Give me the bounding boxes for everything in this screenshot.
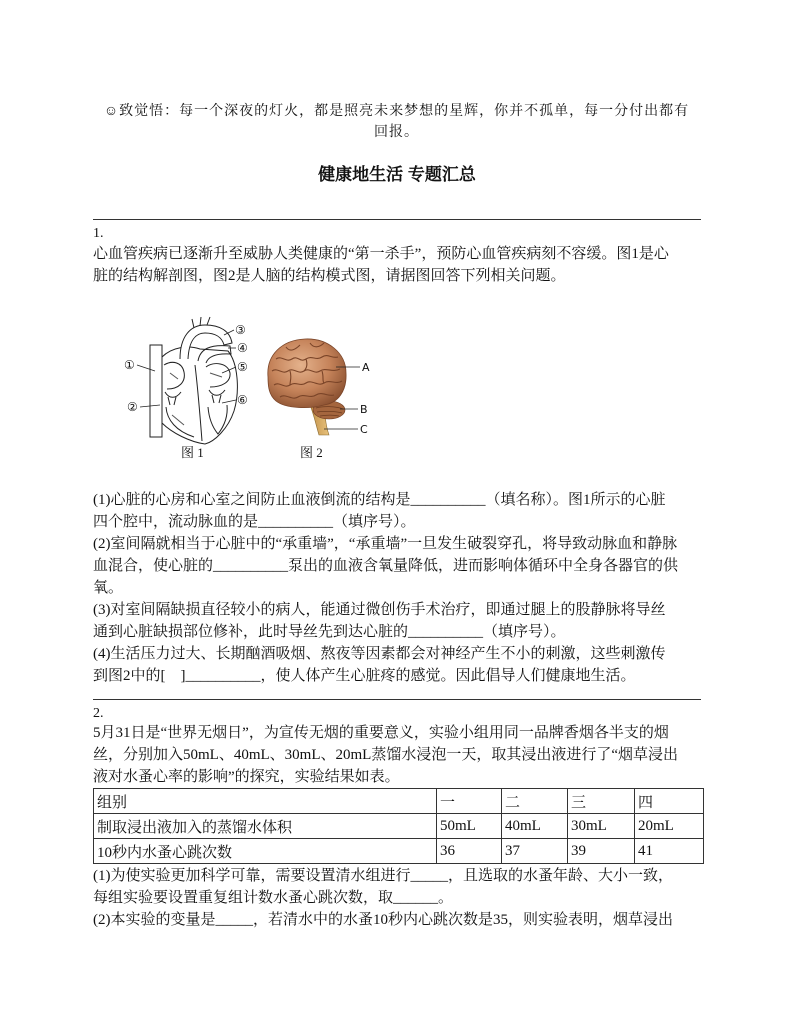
vena-cava bbox=[150, 345, 162, 437]
subquestion-line: 氧。 bbox=[93, 580, 124, 596]
table-cell: 37 bbox=[502, 839, 568, 864]
intro-line: 液对水蚤心率的影响”的探究，实验结果如表。 bbox=[93, 769, 400, 785]
subquestion-line: (1)心脏的心房和心室之间防止血液倒流的结构是__________（填名称）。图1所示的心脏 bbox=[93, 492, 666, 508]
brain-label-a: A bbox=[362, 361, 370, 374]
results-table bbox=[93, 788, 704, 864]
subquestion-line: (2)室间隔就相当于心脏中的“承重墙”，“承重墙”一旦发生破裂穿孔，将导致动脉血和静脉 bbox=[93, 536, 678, 552]
intro-line: 丝，分别加入50mL、40mL、30mL、20mL蒸馏水浸泡一天，取其浸出液进行了“烟草浸出 bbox=[93, 747, 678, 763]
table-cell: 组别 bbox=[94, 789, 437, 814]
figure-caption-1: 图 1 bbox=[181, 445, 204, 460]
heart-diagram bbox=[150, 317, 237, 444]
question1-subquestions bbox=[93, 489, 678, 687]
question2-intro bbox=[93, 722, 678, 788]
subquestion-line: (1)为使实验更加科学可靠，需要设置清水组进行_____，且选取的水蚤年龄、大小一致， bbox=[93, 868, 673, 884]
subquestion-line: 到图2中的[ ]__________，使人体产生心脏疼的感觉。因此倡导人们健康地生活。 bbox=[93, 668, 636, 684]
subquestion-line: (4)生活压力过大、长期酗酒吸烟、熬夜等因素都会对神经产生不小的刺激，这些刺激传 bbox=[93, 646, 666, 662]
subquestion-line: 通到心脏缺损部位修补，此时导丝先到达心脏的__________（填序号）。 bbox=[93, 624, 566, 640]
intro-line: 脏的结构解剖图，图2是人脑的结构模式图，请据图回答下列相关问题。 bbox=[93, 268, 566, 284]
subquestion-line: 四个腔中，流动脉血的是__________（填序号）。 bbox=[93, 514, 416, 530]
question1-intro bbox=[93, 243, 669, 287]
brain-diagram bbox=[268, 339, 346, 435]
intro-line: 5月31日是“世界无烟日”，为宣传无烟的重要意义，实验小组用同一品牌香烟各半支的烟 bbox=[93, 725, 669, 741]
heart-label-3: ③ bbox=[235, 323, 246, 337]
figure-caption-2: 图 2 bbox=[300, 445, 323, 460]
question-number: 2. bbox=[93, 706, 104, 721]
figure-diagrams bbox=[110, 315, 380, 465]
table-cell: 一 bbox=[437, 789, 502, 814]
brain-label-b: B bbox=[360, 403, 368, 416]
divider bbox=[93, 219, 701, 220]
table-cell: 50mL bbox=[437, 814, 502, 839]
intro-line: 心血管疾病已逐渐升至威胁人类健康的“第一杀手”，预防心血管疾病刻不容缓。图1是心 bbox=[93, 246, 669, 262]
table-cell: 41 bbox=[635, 839, 704, 864]
question-number: 1. bbox=[93, 226, 104, 241]
table-cell: 10秒内水蚤心跳次数 bbox=[94, 839, 437, 864]
motto-line: ☺致觉悟：每一个深夜的灯火，都是照亮未来梦想的星辉，你并不孤单，每一分付出都有 bbox=[103, 104, 690, 119]
heart-outline bbox=[162, 347, 237, 444]
motto-line: 回报。 bbox=[374, 125, 419, 140]
question2-subquestions bbox=[93, 865, 673, 931]
table-cell: 二 bbox=[502, 789, 568, 814]
heart-label-4: ④ bbox=[237, 341, 248, 355]
heart-label-2: ② bbox=[127, 400, 138, 414]
table-cell: 20mL bbox=[635, 814, 704, 839]
heart-label-5: ⑤ bbox=[237, 360, 248, 374]
table-header-row bbox=[94, 789, 704, 814]
table-cell: 40mL bbox=[502, 814, 568, 839]
table-row bbox=[94, 839, 704, 864]
table-cell: 39 bbox=[568, 839, 635, 864]
table-cell: 制取浸出液加入的蒸馏水体积 bbox=[94, 814, 437, 839]
brain-label-c: C bbox=[360, 423, 368, 436]
heart-label-6: ⑥ bbox=[237, 393, 248, 407]
subquestion-line: 血混合，使心脏的__________泵出的血液含氧量降低，进而影响体循环中全身各器官的供 bbox=[93, 558, 679, 574]
subquestion-line: (3)对室间隔缺损直径较小的病人，能通过微创伤手术治疗，即通过腿上的股静脉将导丝 bbox=[93, 602, 666, 618]
heart-label-1: ① bbox=[124, 358, 135, 372]
table-row bbox=[94, 814, 704, 839]
subquestion-line: (2)本实验的变量是_____，若清水中的水蚤10秒内心跳次数是35，则实验表明，烟草浸出 bbox=[93, 912, 673, 928]
table-cell: 三 bbox=[568, 789, 635, 814]
table-cell: 30mL bbox=[568, 814, 635, 839]
divider bbox=[93, 699, 701, 700]
table-cell: 36 bbox=[437, 839, 502, 864]
subquestion-line: 每组实验要设置重复组计数水蚤心跳次数，取______。 bbox=[93, 890, 454, 906]
page-title: 健康地生活 专题汇总 bbox=[318, 165, 476, 184]
cerebrum bbox=[268, 339, 346, 408]
brain-labels bbox=[360, 361, 370, 436]
table-cell: 四 bbox=[635, 789, 704, 814]
